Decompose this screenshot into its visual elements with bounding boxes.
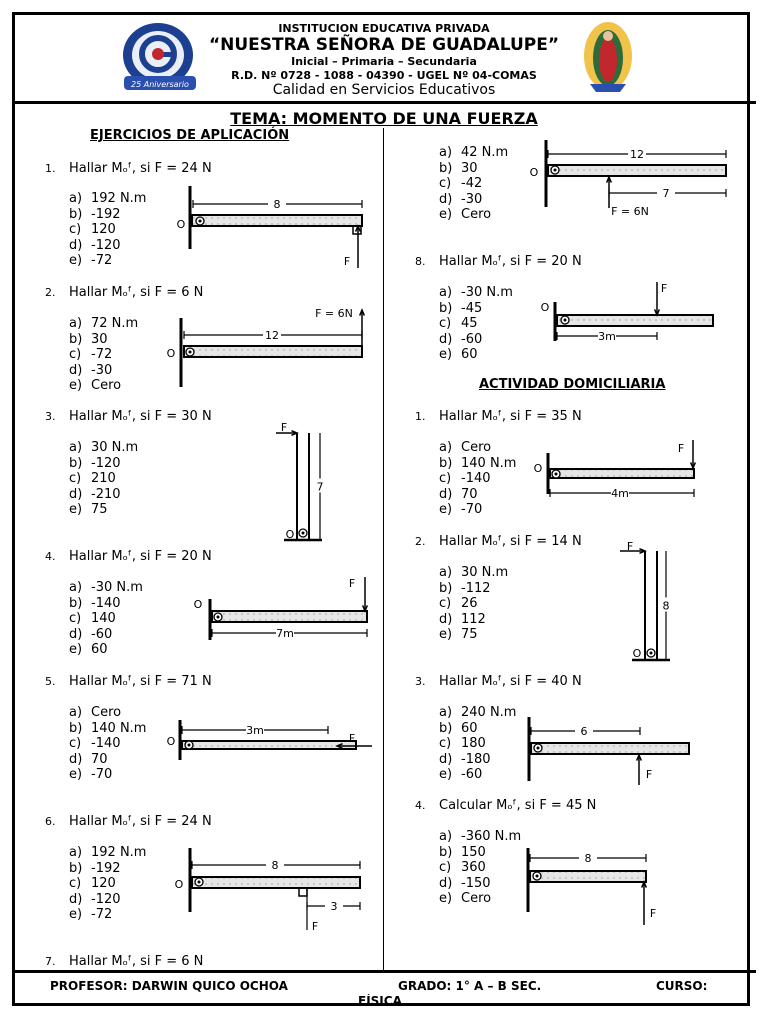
option-value: -192 (91, 860, 121, 876)
question-text: Hallar Mₒᶠ, si F = 24 N (69, 814, 212, 829)
dimension-label: 4m (611, 487, 629, 500)
option-value: 180 (461, 736, 486, 751)
question-number: 3. (45, 410, 56, 423)
header-line3: Inicial – Primaria – Secundaria (291, 55, 477, 68)
option-letter: e) (69, 642, 83, 657)
option-value: -42 (461, 176, 483, 191)
option-value: 60 (461, 720, 478, 736)
question-text: Hallar Mₒᶠ, si F = 20 N (439, 254, 582, 269)
question-text: Hallar Mₒᶠ, si F = 71 N (69, 674, 212, 689)
question-number: 5. (45, 675, 56, 688)
option-value: 140 N.m (91, 720, 147, 736)
option-value: 42 N.m (461, 145, 509, 160)
option-letter: a) (69, 580, 83, 595)
option-value: Cero (91, 378, 122, 393)
option-letter: c) (69, 347, 82, 362)
option-value: -180 (461, 751, 491, 767)
pivot-center (537, 747, 540, 750)
force-label: F (348, 732, 356, 745)
beam (531, 743, 689, 754)
footer-teacher: PROFESOR: DARWIN QUICO OCHOA (50, 979, 288, 993)
option-value: -120 (91, 891, 121, 907)
dimension-label: 7 (316, 480, 324, 494)
dimension-label: 3 (330, 900, 338, 913)
option-letter: c) (439, 736, 452, 751)
question-number: 4. (45, 550, 56, 563)
question-number: 7. (45, 955, 56, 968)
dimension-label: 8 (662, 599, 670, 613)
option-letter: a) (439, 829, 453, 844)
question-text: Hallar Mₒᶠ, si F = 14 N (439, 534, 582, 549)
option-value: 150 (461, 844, 486, 860)
force-label: F (649, 907, 657, 920)
section-left-title: EJERCICIOS DE APLICACIÓN (90, 128, 290, 143)
option-value: 360 (461, 860, 486, 875)
question-text: Hallar Mₒᶠ, si F = 24 N (69, 161, 212, 176)
point-o-label: O (632, 647, 642, 660)
option-value: 30 (91, 331, 108, 347)
option-letter: b) (69, 455, 83, 471)
point-o-label: O (540, 301, 550, 314)
option-value: -70 (461, 502, 483, 517)
option-value: 75 (91, 502, 108, 517)
option-letter: c) (439, 316, 452, 331)
option-value: 70 (91, 751, 108, 767)
header-slogan: Calidad en Servicios Educativos (272, 82, 496, 98)
option-value: 192 N.m (91, 845, 147, 860)
option-letter: c) (69, 876, 82, 891)
option-letter: b) (439, 160, 453, 176)
option-value: Cero (461, 440, 492, 455)
pivot-center (189, 351, 192, 354)
pivot-center (650, 652, 653, 655)
option-value: -30 (461, 191, 483, 207)
option-letter: a) (69, 440, 83, 455)
option-value: -30 (91, 362, 113, 378)
option-value: 140 N.m (461, 455, 517, 471)
pivot-center (555, 473, 558, 476)
option-letter: b) (69, 860, 83, 876)
dimension-label: 6 (580, 725, 588, 738)
question-number: 2. (415, 535, 426, 548)
option-letter: a) (69, 316, 83, 331)
question-number: 3. (415, 675, 426, 688)
dimension-label: 7m (276, 627, 294, 640)
option-letter: a) (69, 191, 83, 206)
option-letter: b) (439, 844, 453, 860)
pivot-center (536, 875, 539, 878)
point-o-label: O (533, 462, 543, 475)
option-value: -360 N.m (461, 829, 522, 844)
option-value: 240 N.m (461, 705, 517, 720)
option-value: -60 (461, 767, 483, 782)
option-value: -112 (461, 580, 491, 596)
beam (212, 611, 367, 622)
beam (184, 346, 362, 357)
question-number: 1. (415, 410, 426, 423)
option-letter: e) (69, 907, 83, 922)
question-text: Hallar Mₒᶠ, si F = 40 N (439, 674, 582, 689)
option-letter: a) (439, 145, 453, 160)
right-angle-marker (299, 888, 307, 896)
beam (192, 215, 362, 226)
option-letter: d) (69, 486, 83, 502)
point-o-label: O (285, 528, 295, 541)
option-value: 30 (461, 160, 478, 176)
question-text: Hallar Mₒᶠ, si F = 35 N (439, 409, 582, 424)
option-value: -120 (91, 237, 121, 253)
option-letter: e) (439, 207, 453, 222)
question-number: 6. (45, 815, 56, 828)
option-letter: c) (69, 611, 82, 626)
beam (557, 315, 713, 326)
point-o-label: O (174, 878, 184, 891)
footer-grade: GRADO: 1° A – B SEC. (398, 979, 542, 993)
option-value: -192 (91, 206, 121, 222)
header-line1: INSTITUCION EDUCATIVA PRIVADA (278, 22, 490, 35)
beam (182, 741, 356, 749)
option-value: -60 (91, 626, 113, 642)
option-value: 120 (91, 876, 116, 891)
option-value: -70 (91, 767, 113, 782)
question-text: Hallar Mₒᶠ, si F = 6 N (69, 954, 204, 969)
option-letter: b) (69, 331, 83, 347)
force-label: F (348, 577, 356, 590)
force-label: F (660, 282, 668, 295)
option-letter: d) (69, 362, 83, 378)
option-value: -72 (91, 347, 113, 362)
footer-course-label: CURSO: (656, 979, 708, 993)
option-value: -210 (91, 486, 121, 502)
question-number: 2. (45, 286, 56, 299)
dimension-label: 3m (246, 724, 264, 737)
option-letter: b) (69, 720, 83, 736)
option-letter: d) (69, 751, 83, 767)
page-title: TEMA: MOMENTO DE UNA FUERZA (230, 109, 538, 128)
option-letter: e) (439, 767, 453, 782)
option-letter: e) (439, 347, 453, 362)
option-value: 45 (461, 316, 478, 331)
option-letter: d) (439, 331, 453, 347)
option-letter: a) (439, 285, 453, 300)
option-value: -120 (91, 455, 121, 471)
option-letter: a) (439, 705, 453, 720)
option-value: -60 (461, 331, 483, 347)
pivot-center (217, 616, 220, 619)
option-value: 70 (461, 486, 478, 502)
dimension-label: 12 (630, 148, 644, 161)
option-value: -140 (461, 471, 491, 486)
pivot-center (198, 881, 201, 884)
option-letter: e) (69, 767, 83, 782)
option-letter: b) (439, 580, 453, 596)
option-value: 30 N.m (91, 440, 139, 455)
force-label: F = 6N (611, 205, 649, 218)
option-value: 120 (91, 222, 116, 237)
footer-course-value: FÍSICA (358, 994, 402, 1004)
option-value: 210 (91, 471, 116, 486)
option-letter: b) (69, 206, 83, 222)
option-letter: e) (69, 378, 83, 393)
option-value: Cero (461, 891, 492, 906)
header-line4: R.D. Nº 0728 - 1088 - 04390 - UGEL Nº 04-COMAS (231, 69, 537, 82)
option-letter: a) (439, 440, 453, 455)
option-letter: c) (439, 860, 452, 875)
option-letter: d) (69, 626, 83, 642)
question-text: Hallar Mₒᶠ, si F = 30 N (69, 409, 212, 424)
question-text: Hallar Mₒᶠ, si F = 6 N (69, 285, 204, 300)
option-letter: d) (69, 237, 83, 253)
option-value: 60 (91, 642, 108, 657)
option-letter: a) (69, 845, 83, 860)
option-letter: d) (439, 191, 453, 207)
option-value: -140 (91, 736, 121, 751)
force-label: F (311, 920, 319, 933)
school-name: “NUESTRA SEÑORA DE GUADALUPE” (208, 35, 560, 55)
beam (550, 469, 694, 478)
pivot-center (302, 532, 305, 535)
beam (530, 871, 646, 882)
option-value: 26 (461, 596, 478, 611)
option-letter: b) (439, 720, 453, 736)
option-value: 30 N.m (461, 565, 509, 580)
force-label: F (343, 255, 351, 268)
option-letter: b) (439, 300, 453, 316)
question-number: 4. (415, 799, 426, 812)
option-letter: e) (69, 502, 83, 517)
option-letter: c) (69, 471, 82, 486)
option-value: 72 N.m (91, 316, 139, 331)
option-value: -45 (461, 300, 483, 316)
option-letter: e) (439, 627, 453, 642)
option-letter: e) (69, 253, 83, 268)
option-letter: e) (439, 502, 453, 517)
point-o-label: O (166, 735, 176, 748)
option-value: -72 (91, 907, 113, 922)
dimension-label: 3m (598, 330, 616, 343)
option-value: -30 N.m (91, 580, 143, 595)
beam (192, 877, 360, 888)
option-value: 60 (461, 347, 478, 362)
option-letter: c) (69, 736, 82, 751)
question-text: Calcular Mₒᶠ, si F = 45 N (439, 798, 597, 813)
point-o-label: O (176, 218, 186, 231)
point-o-label: O (166, 347, 176, 360)
dimension-label: 7 (662, 187, 670, 200)
option-letter: c) (439, 596, 452, 611)
dimension-label: 8 (271, 859, 279, 872)
option-letter: d) (69, 891, 83, 907)
force-label: F (677, 442, 685, 455)
option-letter: d) (439, 486, 453, 502)
force-label: F (280, 421, 288, 434)
dimension-label: 8 (584, 852, 592, 865)
force-label: F (626, 540, 634, 553)
option-value: Cero (461, 207, 492, 222)
dimension-label: 8 (273, 198, 281, 211)
option-letter: c) (439, 471, 452, 486)
pivot-center (199, 220, 202, 223)
option-value: Cero (91, 705, 122, 720)
option-letter: d) (439, 751, 453, 767)
point-o-label: O (193, 598, 203, 611)
question-text: Hallar Mₒᶠ, si F = 20 N (69, 549, 212, 564)
question-number: 1. (45, 162, 56, 175)
option-letter: b) (439, 455, 453, 471)
option-value: -150 (461, 875, 491, 891)
section-right-title: ACTIVIDAD DOMICILIARIA (479, 377, 666, 392)
option-value: 192 N.m (91, 191, 147, 206)
option-value: 112 (461, 611, 486, 627)
force-label: F (645, 768, 653, 781)
question-number: 8. (415, 255, 426, 268)
dimension-label: 12 (265, 329, 279, 342)
option-value: 75 (461, 627, 478, 642)
point-o-label: O (529, 166, 539, 179)
option-letter: a) (69, 705, 83, 720)
option-value: 140 (91, 611, 116, 626)
pivot-center (188, 744, 191, 747)
option-value: -72 (91, 253, 113, 268)
option-letter: c) (69, 222, 82, 237)
logo-text: 25 Aniversario (131, 80, 189, 89)
beam (548, 165, 726, 176)
option-letter: a) (439, 565, 453, 580)
pivot-center (564, 319, 567, 322)
option-letter: d) (439, 875, 453, 891)
pivot-center (554, 169, 557, 172)
option-value: -30 N.m (461, 285, 513, 300)
option-letter: e) (439, 891, 453, 906)
option-letter: c) (439, 176, 452, 191)
force-label: F = 6N (315, 307, 353, 320)
option-letter: b) (69, 595, 83, 611)
option-letter: d) (439, 611, 453, 627)
option-value: -140 (91, 595, 121, 611)
